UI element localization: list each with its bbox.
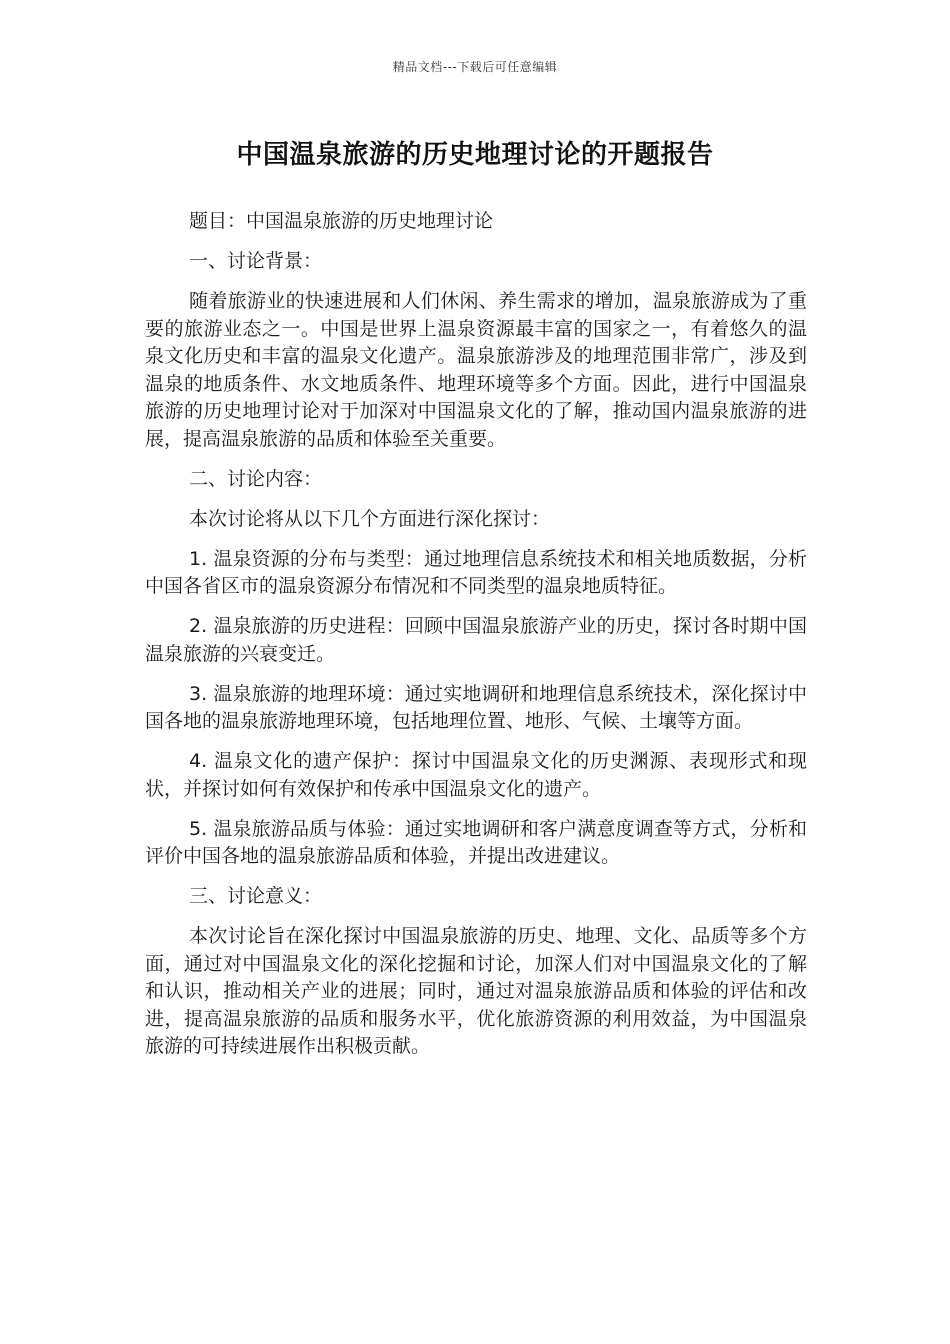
content-item-4: 4. 温泉文化的遗产保护：探讨中国温泉文化的历史渊源、表现形式和现状，并探讨如何有效保护和传承中国温泉文化的遗产。	[145, 750, 807, 800]
content-item-3: 3. 温泉旅游的地理环境：通过实地调研和地理信息系统技术，深化探讨中国各地的温泉旅游地理环境，包括地理位置、地形、气候、土壤等方面。	[145, 682, 807, 732]
background-paragraph: 随着旅游业的快速进展和人们休闲、养生需求的增加，温泉旅游成为了重要的旅游业态之一。中国是世界上温泉资源最丰富的国家之一，有着悠久的温泉文化历史和丰富的温泉文化遗产。温泉旅游涉及的地理范围非常广，涉及到温泉的地质条件、水文地质条件、地理环境等多个方面。因此，进行中国温泉旅游的历史地理讨论对于加深对中国温泉文化的了解，推动国内温泉旅游的进展，提高温泉旅游的品质和体验至关重要。	[145, 290, 807, 450]
header-note: 精品文档---下载后可任意编辑	[392, 60, 558, 74]
content-item-1: 1. 温泉资源的分布与类型：通过地理信息系统技术和相关地质数据，分析中国各省区市的温泉资源分布情况和不同类型的温泉地质特征。	[145, 547, 807, 597]
section-heading-background: 一、讨论背景：	[189, 250, 323, 272]
section-heading-content: 二、讨论内容：	[189, 467, 323, 490]
content-intro: 本次讨论将从以下几个方面进行深化探讨：	[189, 507, 551, 530]
significance-paragraph: 本次讨论旨在深化探讨中国温泉旅游的历史、地理、文化、品质等多个方面，通过对中国温泉文化的深化挖掘和讨论，加深人们对中国温泉文化的了解和认识，推动相关产业的进展；同时，通过对温泉旅游品质和体验的评估和改进，提高温泉旅游的品质和服务水平，优化旅游资源的利用效益，为中国温泉旅游的可持续进展作出积极贡献。	[145, 925, 807, 1057]
content-item-5: 5. 温泉旅游品质与体验：通过实地调研和客户满意度调查等方式，分析和评价中国各地的温泉旅游品质和体验，并提出改进建议。	[145, 817, 807, 867]
section-heading-significance: 三、讨论意义：	[189, 885, 323, 907]
document-title: 中国温泉旅游的历史地理讨论的开题报告	[236, 140, 714, 170]
topic-line: 题目：中国温泉旅游的历史地理讨论	[189, 210, 494, 232]
content-item-2: 2. 温泉旅游的历史进程：回顾中国温泉旅游产业的历史，探讨各时期中国温泉旅游的兴衰变迁。	[145, 615, 807, 665]
document-body	[145, 208, 807, 1073]
